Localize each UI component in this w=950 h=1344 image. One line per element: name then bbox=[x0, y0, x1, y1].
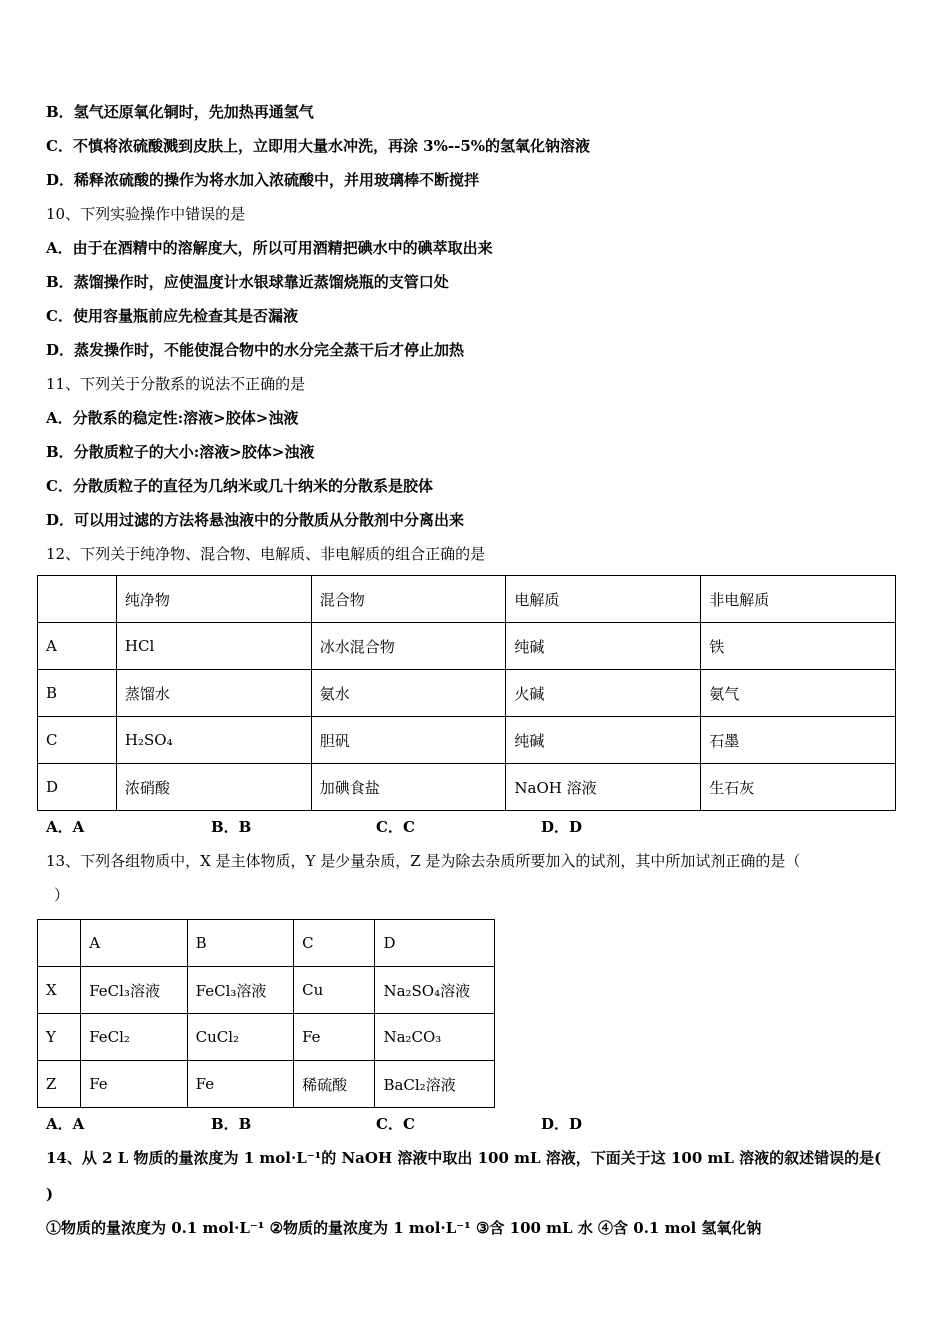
table-cell: C bbox=[38, 717, 117, 764]
table-cell: Na₂SO₄溶液 bbox=[375, 967, 495, 1014]
table-cell: BaCl₂溶液 bbox=[375, 1061, 495, 1108]
table-cell: 火碱 bbox=[506, 670, 701, 717]
question-14-items: ①物质的量浓度为 0.1 mol·L⁻¹ ②物质的量浓度为 1 mol·L⁻¹ ③含 100 mL 水 ④含 0.1 mol 氢氧化钠 bbox=[46, 1219, 762, 1237]
answer-choice: C．C bbox=[376, 1115, 415, 1133]
table-cell: 混合物 bbox=[311, 576, 506, 623]
table-cell: HCl bbox=[116, 623, 311, 670]
question-14-cont: ) bbox=[46, 1185, 54, 1203]
table-row bbox=[38, 717, 896, 764]
table-header-row bbox=[38, 576, 896, 623]
table-cell: FeCl₃溶液 bbox=[81, 967, 187, 1014]
table-cell: 纯净物 bbox=[116, 576, 311, 623]
table-cell: Fe bbox=[187, 1061, 293, 1108]
option-q11-a: A．分散系的稳定性:溶液>胶体>浊液 bbox=[46, 409, 299, 427]
answer-choice: B．B bbox=[211, 818, 252, 836]
table-row bbox=[38, 1061, 495, 1108]
table-cell: Fe bbox=[81, 1061, 187, 1108]
table-cell: B bbox=[187, 920, 293, 967]
answer-choice: C．C bbox=[376, 818, 415, 836]
table-cell bbox=[38, 576, 117, 623]
table-cell: A bbox=[38, 623, 117, 670]
option-q9-d: D．稀释浓硫酸的操作为将水加入浓硫酸中，并用玻璃棒不断搅拌 bbox=[46, 171, 480, 189]
table-cell: NaOH 溶液 bbox=[506, 764, 701, 811]
table-q13 bbox=[37, 919, 495, 1108]
table-q12 bbox=[37, 575, 896, 811]
option-q11-b: B．分散质粒子的大小:溶液>胶体>浊液 bbox=[46, 443, 315, 461]
table-cell: D bbox=[375, 920, 495, 967]
table-cell: 纯碱 bbox=[506, 717, 701, 764]
table-cell bbox=[38, 920, 81, 967]
answer-choice: D．D bbox=[541, 1115, 583, 1133]
table-cell: 加碘食盐 bbox=[311, 764, 506, 811]
table-cell: 氨水 bbox=[311, 670, 506, 717]
table-cell: FeCl₃溶液 bbox=[187, 967, 293, 1014]
table-cell: 蒸馏水 bbox=[116, 670, 311, 717]
table-cell: C bbox=[294, 920, 375, 967]
question-12: 12、下列关于纯净物、混合物、电解质、非电解质的组合正确的是 bbox=[46, 545, 486, 563]
answer-choices-q12 bbox=[46, 817, 896, 837]
table-cell: Fe bbox=[294, 1014, 375, 1061]
table-cell: 稀硫酸 bbox=[294, 1061, 375, 1108]
option-q10-a: A．由于在酒精中的溶解度大，所以可用酒精把碘水中的碘萃取出来 bbox=[46, 239, 493, 257]
table-cell: CuCl₂ bbox=[187, 1014, 293, 1061]
option-q11-d: D．可以用过滤的方法将悬浊液中的分散质从分散剂中分离出来 bbox=[46, 511, 465, 529]
question-10: 10、下列实验操作中错误的是 bbox=[46, 205, 246, 223]
table-cell: 石墨 bbox=[701, 717, 896, 764]
question-13-cont: ） bbox=[54, 886, 70, 904]
answer-choice: B．B bbox=[211, 1115, 252, 1133]
table-cell: A bbox=[81, 920, 187, 967]
table-cell: FeCl₂ bbox=[81, 1014, 187, 1061]
option-q10-d: D．蒸发操作时，不能使混合物中的水分完全蒸干后才停止加热 bbox=[46, 341, 465, 359]
table-cell: 浓硝酸 bbox=[116, 764, 311, 811]
table-header-row bbox=[38, 920, 495, 967]
table-row bbox=[38, 967, 495, 1014]
option-q11-c: C．分散质粒子的直径为几纳米或几十纳米的分散系是胶体 bbox=[46, 477, 433, 495]
option-q10-b: B．蒸馏操作时，应使温度计水银球靠近蒸馏烧瓶的支管口处 bbox=[46, 273, 449, 291]
table-row bbox=[38, 623, 896, 670]
option-q10-c: C．使用容量瓶前应先检查其是否漏液 bbox=[46, 307, 298, 325]
table-row bbox=[38, 670, 896, 717]
question-14: 14、从 2 L 物质的量浓度为 1 mol·L⁻¹的 NaOH 溶液中取出 100 mL 溶液，下面关于这 100 mL 溶液的叙述错误的是( bbox=[46, 1149, 882, 1167]
table-cell: Na₂CO₃ bbox=[375, 1014, 495, 1061]
option-q9-b: B．氢气还原氧化铜时，先加热再通氢气 bbox=[46, 103, 314, 121]
answer-choice: A．A bbox=[46, 818, 85, 836]
option-q9-c: C．不慎将浓硫酸溅到皮肤上，立即用大量水冲洗，再涂 3%--5%的氢氧化钠溶液 bbox=[46, 137, 591, 155]
question-13: 13、下列各组物质中，X 是主体物质，Y 是少量杂质，Z 是为除去杂质所要加入的试剂，其中所加试剂正确的是（ bbox=[46, 852, 801, 870]
table-cell: 铁 bbox=[701, 623, 896, 670]
table-cell: 电解质 bbox=[506, 576, 701, 623]
table-cell: X bbox=[38, 967, 81, 1014]
question-11: 11、下列关于分散系的说法不正确的是 bbox=[46, 375, 306, 393]
table-cell: B bbox=[38, 670, 117, 717]
table-cell: 生石灰 bbox=[701, 764, 896, 811]
table-cell: 非电解质 bbox=[701, 576, 896, 623]
table-cell: 冰水混合物 bbox=[311, 623, 506, 670]
table-cell: Y bbox=[38, 1014, 81, 1061]
table-cell: 纯碱 bbox=[506, 623, 701, 670]
table-cell: Z bbox=[38, 1061, 81, 1108]
answer-choice: A．A bbox=[46, 1115, 85, 1133]
table-row bbox=[38, 1014, 495, 1061]
answer-choice: D．D bbox=[541, 818, 583, 836]
table-cell: D bbox=[38, 764, 117, 811]
table-cell: 氨气 bbox=[701, 670, 896, 717]
table-cell: 胆矾 bbox=[311, 717, 506, 764]
table-row bbox=[38, 764, 896, 811]
table-cell: H₂SO₄ bbox=[116, 717, 311, 764]
answer-choices-q13 bbox=[46, 1114, 896, 1134]
table-cell: Cu bbox=[294, 967, 375, 1014]
